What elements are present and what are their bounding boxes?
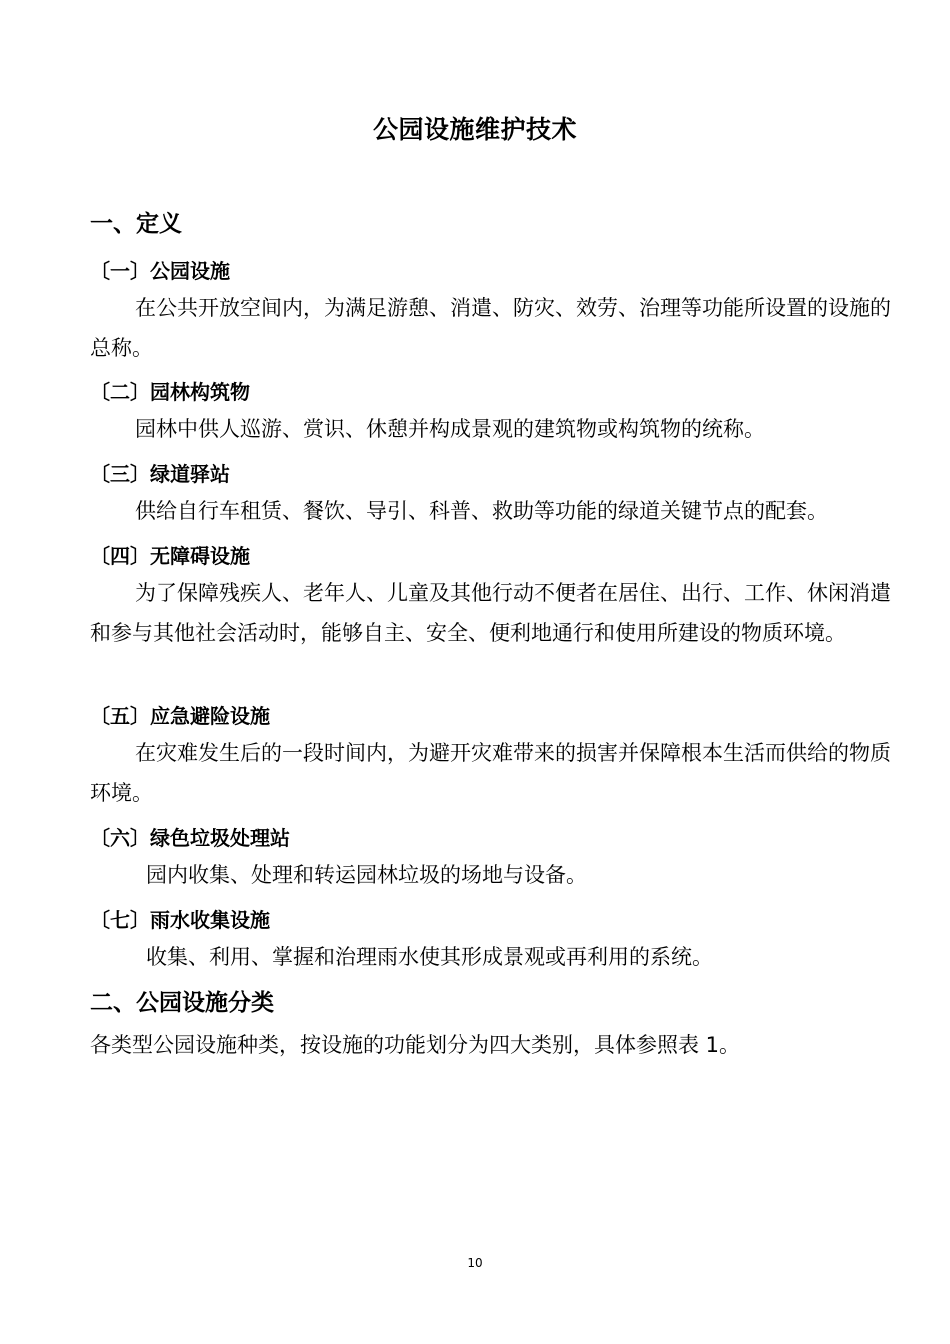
definition-greenway-station: 供给自行车租赁、餐饮、导引、科普、救助等功能的绿道关键节点的配套。 xyxy=(135,499,828,523)
subsection-heading-greenway-station: 〔三〕绿道驿站 xyxy=(90,462,230,486)
subsection-heading-green-waste-station: 〔六〕绿色垃圾处理站 xyxy=(90,826,290,850)
definition-barrier-free: 为了保障残疾人、老年人、儿童及其他行动不便者在居住、出行、工作、休闲消遣和参与其他社会活动时，能够自主、安全、便利地通行和使用所建设的物质环境。 xyxy=(90,581,891,645)
definition-garden-structures: 园林中供人巡游、赏识、休憩并构成景观的建筑物或构筑物的统称。 xyxy=(135,417,765,441)
definition-emergency-shelter: 在灾难发生后的一段时间内，为避开灾难带来的损害并保障根本生活而供给的物质环境。 xyxy=(90,741,891,805)
subsection-heading-rainwater-collection: 〔七〕雨水收集设施 xyxy=(90,908,270,932)
definition-park-facilities: 在公共开放空间内，为满足游憩、消遣、防灾、效劳、治理等功能所设置的设施的总称。 xyxy=(90,296,891,360)
definition-rainwater-collection: 收集、利用、掌握和治理雨水使其形成景观或再利用的系统。 xyxy=(146,945,713,969)
subsection-heading-emergency-shelter: 〔五〕应急避险设施 xyxy=(90,704,270,728)
subsection-heading-garden-structures: 〔二〕园林构筑物 xyxy=(90,380,250,404)
section-heading-definitions: 一、定义 xyxy=(90,211,182,237)
classification-text: 各类型公园设施种类，按设施的功能划分为四大类别，具体参照表 1。 xyxy=(90,1033,741,1057)
page-number: 10 xyxy=(467,1256,483,1270)
definition-green-waste-station: 园内收集、处理和转运园林垃圾的场地与设备。 xyxy=(146,863,587,887)
subsection-heading-barrier-free: 〔四〕无障碍设施 xyxy=(90,544,250,568)
subsection-heading-park-facilities: 〔一〕公园设施 xyxy=(90,259,230,283)
document-title: 公园设施维护技术 xyxy=(372,115,577,144)
section-heading-classification: 二、公园设施分类 xyxy=(90,990,274,1016)
